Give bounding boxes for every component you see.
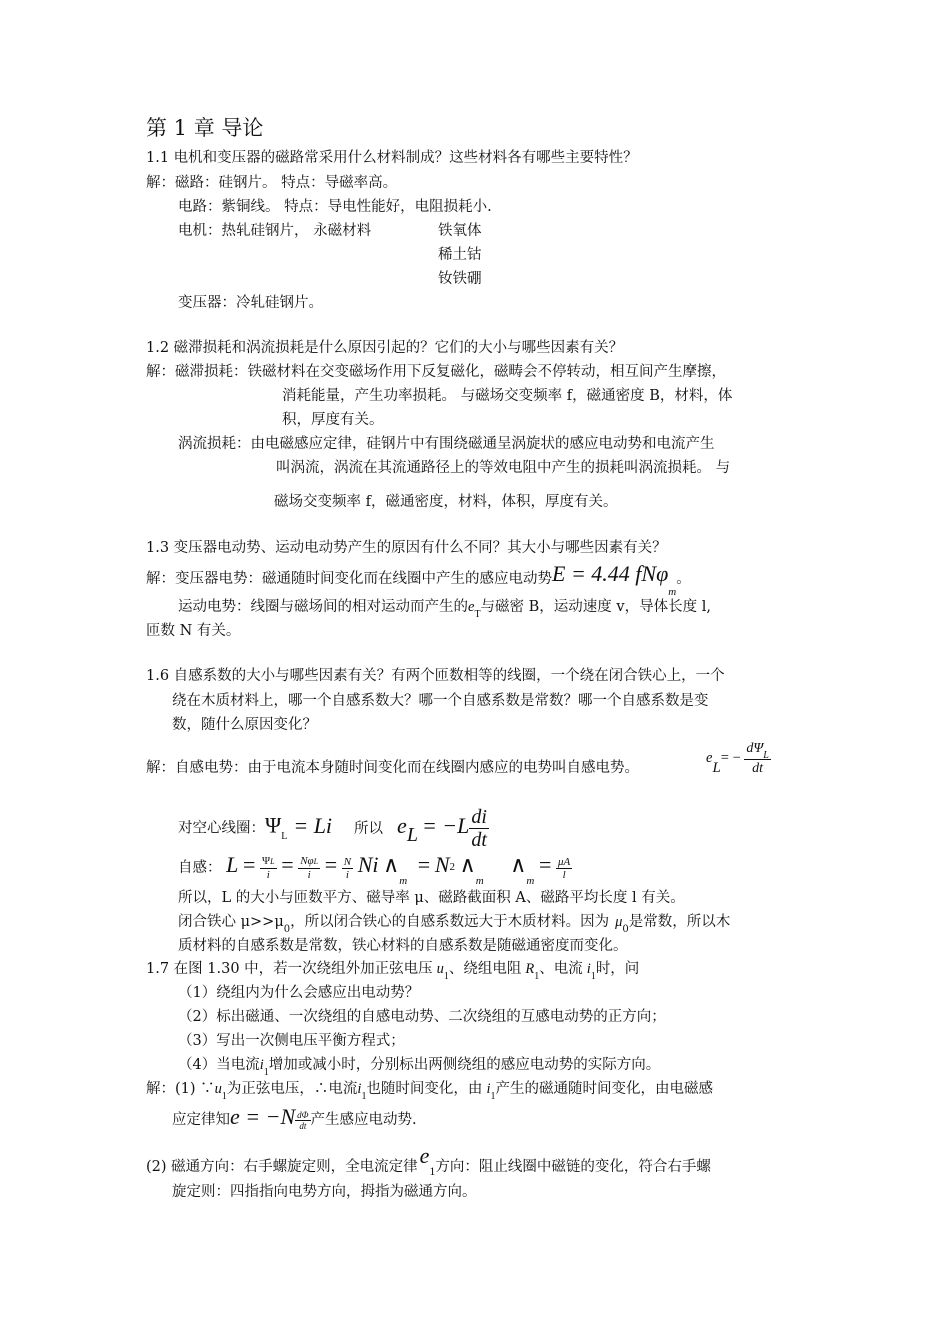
sub-question: （3）写出一次侧电压平衡方程式； <box>178 1033 405 1049</box>
mu-subscript: 0 <box>622 924 629 935</box>
resistance-symbol: R <box>525 961 535 977</box>
question-1-6: 1.6 自感系数的大小与哪些因素有关？有两个匝数相等的线圈，一个绕在闭合铁心上，一个 <box>146 668 725 684</box>
question-1-1: 1.1 电机和变压器的磁路常采用什么材料制成？这些材料各有哪些主要特性？ <box>146 150 638 166</box>
answer-line: 钕铁硼 <box>438 271 482 287</box>
mmf-term: Ni <box>357 852 379 877</box>
numerator-text: dΨ <box>746 740 764 756</box>
fraction-denominator: dt <box>752 760 764 776</box>
answer-line <box>178 806 489 851</box>
answer-line: 叫涡流，涡流在其流通路径上的等效电阻中产生的损耗叫涡流损耗。 与 <box>276 460 731 476</box>
voltage-symbol: u <box>214 1081 222 1097</box>
permeance-symbol: ∧ <box>459 852 476 877</box>
inductance-symbol: L <box>226 852 239 877</box>
answer-line: 匝数 N 有关。 <box>146 623 241 639</box>
question-line: 绕在木质材料上，哪一个自感系数大？哪一个自感系数是常数？哪一个自感系数是变 <box>172 693 709 709</box>
permeance-subscript: m <box>475 875 484 887</box>
chapter-title: 第 1 章 导论 <box>146 116 264 140</box>
question-text: 增加或减小时，分别标出两侧绕组的感应电动势的实际方向。 <box>268 1057 661 1073</box>
answer-text: 产生的磁通随时间变化，由电磁感 <box>495 1081 713 1097</box>
question-text: 、电流 <box>539 961 583 977</box>
turns-symbol: N <box>434 852 450 877</box>
derivative-fraction <box>744 740 770 778</box>
answer-text: 闭合铁心 μ>>μ <box>178 914 284 930</box>
answer-text: 产生感应电动势. <box>310 1112 417 1128</box>
flux-linkage-subscript: L <box>281 830 288 842</box>
square-exponent: 2 <box>449 861 455 873</box>
current-symbol: i <box>486 1081 491 1097</box>
answer-line: 电路：紫铜线。 特点：导电性能好，电阻损耗小. <box>178 199 492 215</box>
question-text: （4）当电流 <box>178 1057 260 1073</box>
answer-text: 解：变压器电势：磁通随时间变化而在线圈中产生的感应电动势 <box>146 571 552 587</box>
fraction-denominator: i <box>266 869 270 881</box>
flux-linkage-symbol: Ψ <box>265 812 282 838</box>
answer-line <box>146 1143 711 1183</box>
answer-line: 稀土钴 <box>438 247 482 263</box>
answer-text: 为正弦电压，∴电流 <box>226 1081 358 1097</box>
answer-line <box>178 912 730 934</box>
voltage-subscript: 1 <box>221 1091 227 1102</box>
derivative-fraction <box>295 1110 310 1131</box>
sub-question <box>178 1055 660 1077</box>
fraction-numerator <box>744 740 770 760</box>
fraction-denominator: dt <box>471 829 487 851</box>
fraction-denominator: i <box>307 869 311 881</box>
equals-sign: = <box>324 852 338 877</box>
voltage-subscript: 1 <box>443 971 449 982</box>
fraction-numerator: N <box>343 855 352 868</box>
emf-subscript: 1 <box>429 1164 436 1178</box>
equals-sign: = <box>417 852 431 877</box>
inductance-relation: = Li <box>293 812 333 838</box>
question-text: 时，问 <box>595 961 640 977</box>
question-text: 、绕组电阻 <box>448 961 522 977</box>
answer-line <box>146 561 691 598</box>
permeance-subscript: m <box>526 875 535 887</box>
answer-line <box>146 1079 713 1101</box>
equals-sign: = − <box>720 750 741 766</box>
emf-subscript: L <box>712 760 721 776</box>
sub-question: （2）标出磁通、一次绕组的自感电动势、二次绕组的互感电动势的正方向； <box>178 1009 666 1025</box>
question-text: 1.7 在图 1.30 中，若一次绕组外加正弦电压 <box>146 961 433 977</box>
answer-line <box>178 848 572 886</box>
answer-line: 所以，L 的大小与匝数平方、磁导率 μ、磁路截面积 A、磁路平均长度 l 有关。 <box>178 890 685 906</box>
answer-line: 解：磁滞损耗：铁磁材料在交变磁场作用下反复磁化，磁畴会不停转动，相互间产生摩擦， <box>146 364 726 380</box>
equals-sign: = <box>242 852 256 877</box>
fraction-denominator: l <box>562 868 566 881</box>
answer-text: 与磁密 B，运动速度 v，导体长度 l, <box>480 599 711 615</box>
mu-symbol: μ <box>615 914 623 930</box>
emf-symbol: e <box>397 812 407 838</box>
inductance-fraction <box>260 855 277 881</box>
fraction-numerator <box>298 855 320 869</box>
emf-symbol: e <box>468 599 475 615</box>
answer-text: 运动电势：线圈与磁场间的相对运动而产生的 <box>178 599 468 615</box>
answer-line: 解：自感电势：由于电流本身随时间变化而在线圈内感应的电势叫自感电势。 <box>146 760 639 776</box>
answer-label: 自感： <box>178 860 222 876</box>
permeance-fraction <box>556 856 572 881</box>
fraction-numerator: μA <box>557 855 571 868</box>
formula-subscript: m <box>668 586 677 598</box>
fraction-numerator <box>260 855 277 869</box>
answer-line: 磁场交变频率 f，磁通密度，材料，体积，厚度有关。 <box>274 494 618 510</box>
emf-subscript: T <box>474 609 481 620</box>
answer-line: 消耗能量，产生功率损耗。 与磁场交变频率 f，磁通密度 B，材料，体 <box>282 388 733 404</box>
inductance-fraction <box>342 856 353 881</box>
answer-text: 所以 <box>354 820 384 837</box>
answer-text: 。 <box>676 571 691 587</box>
numerator-text: Ψ <box>262 855 271 867</box>
permeance-subscript: m <box>399 875 408 887</box>
mu-subscript: 0 <box>283 924 291 935</box>
numerator-subscript: L <box>763 749 769 761</box>
fraction-denominator: i <box>345 868 349 881</box>
question-line: 数，随什么原因变化？ <box>172 717 317 733</box>
answer-line: 变压器：冷轧硅钢片。 <box>178 295 323 311</box>
answer-text: 应定律知 <box>172 1112 230 1128</box>
numerator-subscript: L <box>313 857 319 866</box>
current-symbol: i <box>357 1081 362 1097</box>
equals-sign: = <box>281 852 294 877</box>
answer-line: 旋定则：四指指向电势方向，拇指为磁通方向。 <box>172 1184 477 1200</box>
answer-text: (2) 磁通方向：右手螺旋定则，全电流定律 <box>146 1159 418 1175</box>
answer-text: 是常数，所以木 <box>628 914 731 930</box>
derivative-fraction <box>469 806 489 851</box>
fraction-denominator: dt <box>299 1120 307 1131</box>
resistance-subscript: 1 <box>534 971 540 982</box>
emf-formula: E = 4.44 fNφ <box>552 561 669 586</box>
current-symbol: i <box>586 961 591 977</box>
answer-text: 方向：阻止线圈中磁链的变化，符合右手螺 <box>435 1159 711 1175</box>
self-emf-formula <box>706 738 771 778</box>
answer-line: 涡流损耗：由电磁感应定律，硅钢片中有围绕磁通呈涡旋状的感应电动势和电流产生 <box>178 436 715 452</box>
emf-symbol: e <box>706 750 713 766</box>
question-1-3: 1.3 变压器电动势、运动电动势产生的原因有什么不同？其大小与哪些因素有关？ <box>146 540 667 556</box>
answer-label: 对空心线圈： <box>178 820 265 837</box>
answer-line: 电机：热轧硅钢片， 永磁材料 <box>178 223 372 239</box>
emf-symbol: e <box>419 1143 430 1168</box>
inductance-fraction <box>298 855 320 881</box>
answer-line <box>178 597 711 619</box>
answer-text: ，所以闭合铁心的自感系数远大于木质材料。因为 <box>290 914 610 930</box>
answer-text: 解：(1) ∵ <box>146 1081 215 1097</box>
answer-line <box>172 1100 417 1137</box>
current-subscript: 1 <box>590 971 596 982</box>
permeance-symbol: ∧ <box>510 852 527 877</box>
answer-line: 铁氧体 <box>438 223 482 239</box>
numerator-subscript: L <box>270 857 275 866</box>
fraction-numerator: dΦ <box>297 1109 309 1120</box>
current-subscript: 1 <box>263 1067 269 1078</box>
question-1-2: 1.2 磁滞损耗和涡流损耗是什么原因引起的？它们的大小与哪些因素有关？ <box>146 340 624 356</box>
answer-line: 质材料的自感系数是常数，铁心材料的自感系数是随磁通密度而变化。 <box>178 938 628 954</box>
numerator-text: Nφ <box>300 855 314 867</box>
emf-subscript: L <box>406 823 418 846</box>
sub-question: （1）绕组内为什么会感应出电动势？ <box>178 985 420 1001</box>
current-subscript: 1 <box>490 1091 496 1102</box>
permeance-symbol: ∧ <box>383 852 400 877</box>
fraction-numerator: di <box>471 806 487 828</box>
current-symbol: i <box>259 1057 264 1073</box>
equals-sign: = <box>538 852 552 877</box>
current-subscript: 1 <box>361 1091 367 1102</box>
answer-line: 积，厚度有关。 <box>282 412 384 428</box>
equals-sign: = −L <box>421 812 470 838</box>
answer-line: 解：磁路：硅钢片。 特点：导磁率高。 <box>146 175 398 191</box>
emf-law-formula: e = −N <box>230 1104 296 1129</box>
answer-text: 也随时间变化，由 <box>366 1081 483 1097</box>
voltage-symbol: u <box>436 961 444 977</box>
question-1-7 <box>146 959 639 981</box>
